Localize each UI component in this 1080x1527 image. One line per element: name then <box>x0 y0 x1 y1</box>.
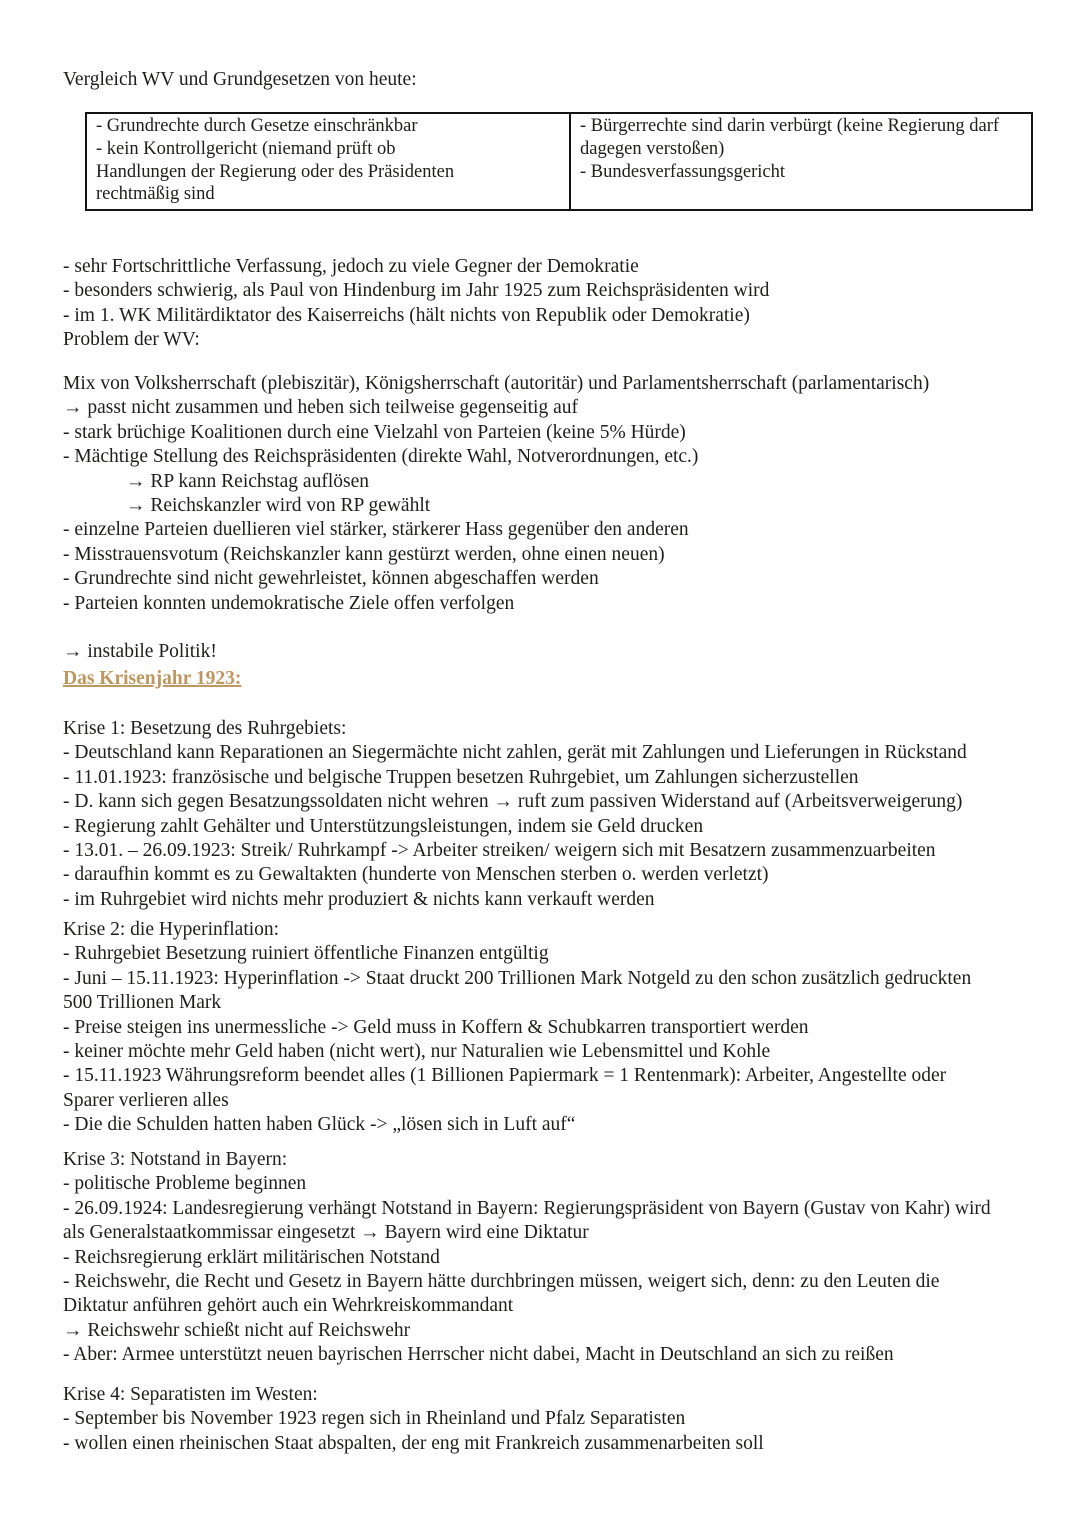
text-line: - wollen einen rheinischen Staat abspalten, der eng mit Frankreich zusammenarbeiten soll <box>63 1432 764 1454</box>
text-line: - D. kann sich gegen Besatzungssoldaten nicht wehren → ruft zum passiven Widerstand auf (Arbeitsverweigerung) <box>63 791 963 813</box>
text-line: Sparer verlieren alles <box>63 1089 229 1111</box>
text-line: - Parteien konnten undemokratische Ziele offen verfolgen <box>63 592 515 614</box>
paragraph-krise1 <box>63 717 967 912</box>
text-line: - im Ruhrgebiet wird nichts mehr produziert & nichts kann verkauft werden <box>63 888 655 910</box>
text-line: → instabile Politik! <box>63 641 217 662</box>
paragraph-krise2 <box>63 918 971 1138</box>
text-line: - daraufhin kommt es zu Gewaltakten (hunderte von Menschen sterben o. werden verletzt) <box>63 864 769 886</box>
text-line: - 11.01.1923: französische und belgische Truppen besetzen Ruhrgebiet, um Zahlungen sicherzustellen <box>63 766 859 788</box>
text-line: → passt nicht zusammen und heben sich teilweise gegenseitig auf <box>63 397 578 419</box>
text-line: Problem der WV: <box>63 329 200 351</box>
text-line: dagegen verstoßen) <box>580 138 725 159</box>
paragraph-krise3 <box>63 1148 991 1368</box>
text-line: - besonders schwierig, als Paul von Hindenburg im Jahr 1925 zum Reichspräsidenten wird <box>63 280 770 302</box>
text-line: - Aber: Armee unterstützt neuen bayrischen Herrscher nicht dabei, Macht in Deutschland an sich zu reißen <box>63 1344 894 1366</box>
comparison-table <box>85 112 1033 211</box>
text-line: - politische Probleme beginnen <box>63 1173 307 1195</box>
paragraph-intro <box>63 255 769 353</box>
text-line: Krise 1: Besetzung des Ruhrgebiets: <box>63 718 347 739</box>
text-line: - Deutschland kann Reparationen an Siegermächte nicht zahlen, gerät mit Zahlungen und Lieferungen in Rückstand <box>63 742 967 764</box>
text-line: - 15.11.1923 Währungsreform beendet alles (1 Billionen Papiermark = 1 Rentenmark): Arbeiter, Angestellte oder <box>63 1065 947 1087</box>
text-line: Krise 3: Notstand in Bayern: <box>63 1149 288 1170</box>
text-line: Handlungen der Regierung oder des Präsidenten <box>96 161 455 182</box>
text-line: - 13.01. – 26.09.1923: Streik/ Ruhrkampf -> Arbeiter streiken/ weigern sich mit Besatzern zusammenzuarbeiten <box>63 839 936 861</box>
text-line: → Reichskanzler wird von RP gewählt <box>126 494 431 516</box>
text-line: - Reichswehr, die Recht und Gesetz in Bayern hätte durchbringen müssen, weigert sich, denn: zu den Leuten die <box>63 1270 940 1292</box>
table-cell-grundgesetz <box>571 114 1031 209</box>
text-line: - im 1. WK Militärdiktator des Kaiserreichs (hält nichts von Republik oder Demokratie) <box>63 304 750 326</box>
text-line: - 26.09.1924: Landesregierung verhängt Notstand in Bayern: Regierungspräsident von Bayern (Gustav von Kahr) wird <box>63 1197 991 1219</box>
table-cell-weimar-verfassung <box>87 114 571 209</box>
text-line: → RP kann Reichstag auflösen <box>126 470 369 492</box>
text-line: - Misstrauensvotum (Reichskanzler kann gestürzt werden, ohne einen neuen) <box>63 543 665 565</box>
section-heading: Das Krisenjahr 1923: <box>63 668 242 689</box>
text-line: - kein Kontrollgericht (niemand prüft ob <box>96 138 396 159</box>
text-line: - einzelne Parteien duellieren viel stärker, stärkerer Hass gegenüber den anderen <box>63 519 689 541</box>
text-line: - September bis November 1923 regen sich in Rheinland und Pfalz Separatisten <box>63 1408 686 1430</box>
text-line: - Juni – 15.11.1923: Hyperinflation -> Staat druckt 200 Trillionen Mark Notgeld zu den schon zusätzlich gedruckten <box>63 967 972 989</box>
text-line: → Reichswehr schießt nicht auf Reichswehr <box>63 1319 411 1341</box>
text-line: - sehr Fortschrittliche Verfassung, jedoch zu viele Gegner der Demokratie <box>63 256 639 277</box>
text-line: - Bürgerrechte sind darin verbürgt (keine Regierung darf <box>580 116 1000 136</box>
text-line: Krise 4: Separatisten im Westen: <box>63 1384 318 1405</box>
paragraph-problems <box>63 372 929 616</box>
text-line: Mix von Volksherrschaft (plebiszitär), Königsherrschaft (autoritär) und Parlamentsherrschaft (parlamentarisch) <box>63 373 930 394</box>
text-line: - Grundrechte durch Gesetze einschränkbar <box>96 116 418 136</box>
text-line: Diktatur anführen gehört auch ein Wehrkreiskommandant <box>63 1295 514 1317</box>
text-line: - Preise steigen ins unermessliche -> Geld muss in Koffern & Schubkarren transportiert werden <box>63 1016 809 1038</box>
text-line: 500 Trillionen Mark <box>63 992 222 1014</box>
text-line: - Die die Schulden hatten haben Glück -> „lösen sich in Luft auf“ <box>63 1114 576 1136</box>
text-line: Krise 2: die Hyperinflation: <box>63 919 280 940</box>
text-line: - Reichsregierung erklärt militärischen Notstand <box>63 1246 440 1268</box>
text-line: - Bundesverfassungsgericht <box>580 161 785 182</box>
text-line: - Grundrechte sind nicht gewehrleistet, können abgeschaffen werden <box>63 568 599 590</box>
text-line: - stark brüchige Koalitionen durch eine Vielzahl von Parteien (keine 5% Hürde) <box>63 421 686 443</box>
text-line: als Generalstaatkommissar eingesetzt → Bayern wird eine Diktatur <box>63 1222 589 1244</box>
paragraph-conclusion <box>63 640 217 664</box>
page-title: Vergleich WV und Grundgesetzen von heute: <box>63 69 417 90</box>
text-line: - Mächtige Stellung des Reichspräsidenten (direkte Wahl, Notverordnungen, etc.) <box>63 446 699 468</box>
text-line: rechtmäßig sind <box>96 184 215 205</box>
text-line: - Ruhrgebiet Besetzung ruiniert öffentliche Finanzen entgültig <box>63 943 549 965</box>
text-line: - Regierung zahlt Gehälter und Unterstützungsleistungen, indem sie Geld drucken <box>63 815 704 837</box>
paragraph-krise4 <box>63 1383 764 1456</box>
text-line: - keiner möchte mehr Geld haben (nicht wert), nur Naturalien wie Lebensmittel und Kohle <box>63 1040 771 1062</box>
